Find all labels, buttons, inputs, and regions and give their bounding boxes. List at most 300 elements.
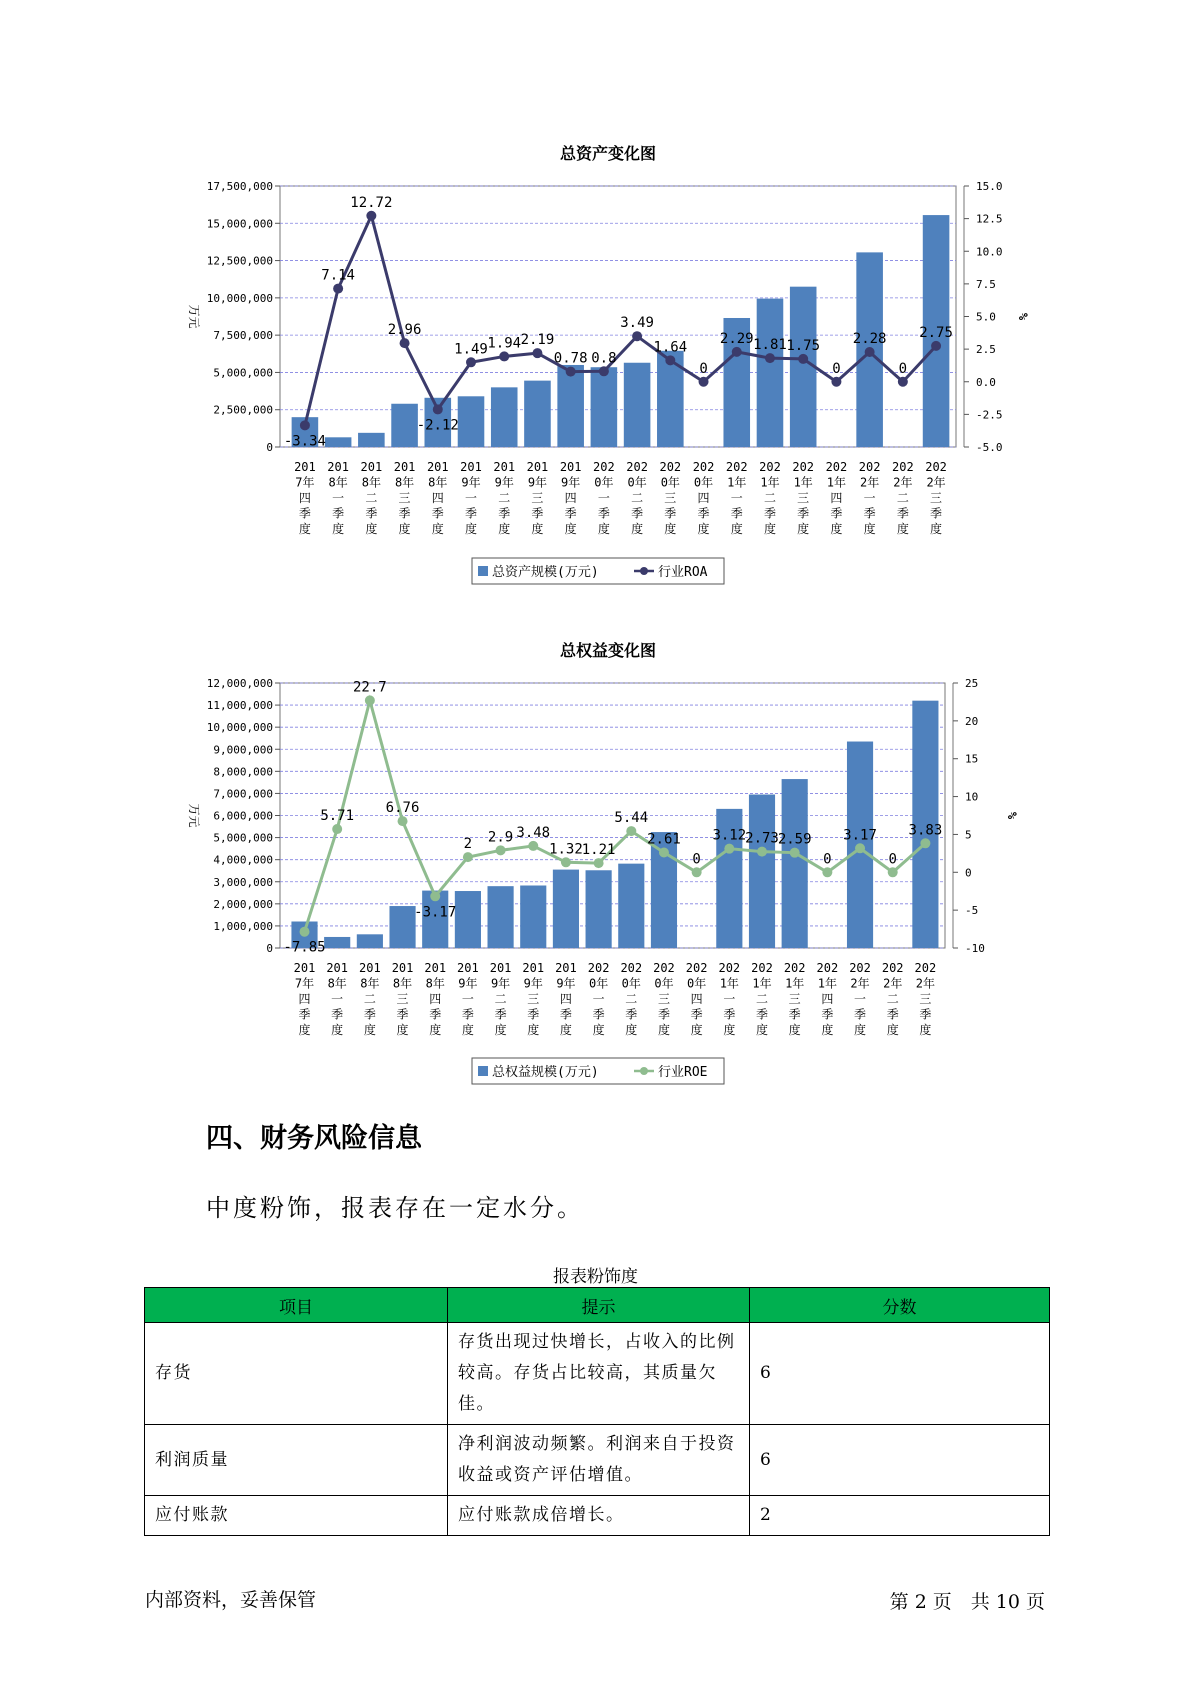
x-tick-label: 201 bbox=[293, 961, 316, 975]
x-tick-label: 度 bbox=[464, 522, 478, 536]
y-left-tick: 2,500,000 bbox=[213, 403, 273, 417]
x-tick-label: 季 bbox=[797, 506, 810, 521]
y-right-tick: 2.5 bbox=[976, 343, 996, 357]
y-right-tick: 0 bbox=[965, 866, 972, 880]
y-right-tick: 15.0 bbox=[976, 180, 1003, 193]
bar bbox=[618, 864, 644, 948]
x-tick-label: 1年 bbox=[727, 475, 747, 490]
x-tick-label: 201 bbox=[391, 961, 414, 975]
x-tick-label: 202 bbox=[593, 460, 615, 474]
x-tick-label: 8年 bbox=[394, 475, 415, 490]
footer-confidential: 内部资料，妥善保管 bbox=[145, 1589, 317, 1611]
bar bbox=[389, 906, 415, 948]
bar bbox=[488, 886, 514, 948]
x-tick-label: 度 bbox=[398, 522, 411, 536]
header-item: 项目 bbox=[145, 1288, 448, 1323]
y-right-tick: -5 bbox=[965, 904, 979, 918]
y-left-tick: 11,000,000 bbox=[206, 699, 273, 713]
y-right-tick: 0.0 bbox=[976, 375, 996, 389]
data-label: 6.76 bbox=[385, 800, 420, 817]
data-label: 0 bbox=[699, 360, 708, 377]
x-tick-label: 一 bbox=[331, 992, 344, 1006]
table-row bbox=[145, 1425, 1050, 1496]
y-left-tick: 1,000,000 bbox=[213, 919, 273, 933]
data-label: 0 bbox=[823, 851, 832, 868]
x-tick-label: 二 bbox=[763, 491, 776, 505]
data-label: 3.48 bbox=[516, 824, 551, 841]
x-tick-label: 202 bbox=[659, 460, 682, 474]
row-score: 6 bbox=[750, 1323, 1050, 1425]
data-label: 1.75 bbox=[786, 337, 821, 354]
x-tick-label: 201 bbox=[457, 961, 479, 975]
x-tick-label: 季 bbox=[863, 506, 876, 521]
y-right-tick: -10 bbox=[965, 942, 985, 955]
x-tick-label: 四 bbox=[564, 491, 577, 505]
x-tick-label: 度 bbox=[597, 522, 610, 536]
x-tick-label: 季 bbox=[531, 506, 544, 521]
x-tick-label: 季 bbox=[527, 1007, 540, 1022]
x-tick-label: 0年 bbox=[621, 976, 641, 991]
line-point bbox=[300, 927, 310, 937]
x-tick-label: 201 bbox=[359, 961, 381, 975]
x-tick-label: 一 bbox=[854, 992, 867, 1006]
line-point bbox=[496, 845, 506, 855]
x-tick-label: 0年 bbox=[588, 976, 609, 991]
data-label: 5.44 bbox=[614, 810, 649, 827]
x-tick-label: 202 bbox=[792, 460, 815, 474]
legend-label: 总资产规模(万元) bbox=[492, 565, 599, 580]
x-tick-label: 一 bbox=[597, 491, 610, 505]
data-label: 22.7 bbox=[353, 679, 387, 696]
data-label: -2.12 bbox=[416, 417, 459, 434]
header-score: 分数 bbox=[750, 1288, 1050, 1323]
data-label: 0.8 bbox=[591, 350, 617, 367]
x-tick-label: 201 bbox=[426, 460, 449, 474]
data-label: 1.94 bbox=[487, 335, 522, 352]
x-tick-label: 季 bbox=[564, 506, 577, 521]
x-tick-label: 9年 bbox=[490, 976, 511, 991]
x-tick-label: 201 bbox=[489, 961, 512, 975]
x-tick-label: 一 bbox=[723, 992, 736, 1006]
x-tick-label: 度 bbox=[788, 1023, 801, 1037]
x-tick-label: 度 bbox=[494, 1023, 507, 1037]
y-left-tick: 5,000,000 bbox=[213, 366, 273, 380]
x-tick-label: 度 bbox=[919, 1023, 932, 1037]
row-score: 2 bbox=[750, 1496, 1050, 1536]
x-tick-label: 三 bbox=[797, 491, 810, 505]
x-tick-label: 季 bbox=[365, 506, 378, 521]
y-right-label: % bbox=[1005, 811, 1019, 820]
data-label: 2.59 bbox=[777, 831, 812, 848]
x-tick-label: 二 bbox=[755, 992, 769, 1006]
x-tick-label: 9年 bbox=[461, 475, 481, 490]
x-tick-label: 度 bbox=[896, 522, 909, 536]
x-tick-label: 202 bbox=[751, 961, 773, 975]
line-point bbox=[398, 816, 408, 826]
x-tick-label: 度 bbox=[429, 1023, 442, 1037]
x-tick-label: 二 bbox=[498, 491, 511, 505]
x-tick-label: 1年 bbox=[752, 976, 772, 991]
table-row bbox=[145, 1496, 1050, 1536]
x-tick-label: 四 bbox=[298, 992, 311, 1006]
x-tick-label: 四 bbox=[821, 992, 834, 1006]
legend-marker bbox=[640, 1067, 648, 1075]
x-tick-label: 度 bbox=[331, 1023, 344, 1037]
data-label: 3.83 bbox=[908, 822, 943, 839]
data-label: 2.19 bbox=[520, 332, 555, 349]
row-item: 应付账款 bbox=[145, 1496, 448, 1536]
x-tick-label: 1年 bbox=[817, 976, 837, 991]
x-tick-label: 9年 bbox=[494, 475, 514, 490]
line-point bbox=[528, 841, 538, 851]
x-tick-label: 202 bbox=[892, 460, 914, 474]
x-tick-label: 202 bbox=[825, 460, 848, 474]
data-label: 0 bbox=[832, 360, 841, 377]
x-tick-label: 季 bbox=[755, 1007, 769, 1022]
x-tick-label: 一 bbox=[592, 992, 605, 1006]
x-tick-label: 201 bbox=[493, 460, 516, 474]
y-right-tick: 10 bbox=[965, 790, 979, 804]
line-point bbox=[594, 858, 604, 868]
y-left-tick: 12,500,000 bbox=[206, 254, 273, 268]
footer-prefix: 第 bbox=[889, 1591, 909, 1613]
y-left-tick: 4,000,000 bbox=[213, 853, 273, 867]
data-label: 3.49 bbox=[620, 315, 654, 332]
line-point bbox=[659, 848, 669, 858]
x-tick-label: 202 bbox=[692, 460, 715, 474]
x-tick-label: 2年 bbox=[926, 475, 946, 490]
x-tick-label: 2年 bbox=[883, 976, 903, 991]
x-tick-label: 季 bbox=[559, 1007, 572, 1022]
x-tick-label: 度 bbox=[821, 1023, 834, 1037]
x-tick-label: 四 bbox=[431, 491, 444, 505]
x-tick-label: 一 bbox=[461, 992, 474, 1006]
risk-table bbox=[144, 1287, 1050, 1536]
x-tick-label: 201 bbox=[294, 460, 316, 474]
x-tick-label: 度 bbox=[797, 522, 810, 536]
x-tick-label: 9年 bbox=[527, 475, 548, 490]
x-tick-label: 度 bbox=[559, 1023, 572, 1037]
table-header-row bbox=[145, 1288, 1050, 1323]
section-heading: 四、财务风险信息 bbox=[206, 1123, 422, 1154]
x-tick-label: 202 bbox=[620, 961, 643, 975]
table-caption: 报表粉饰度 bbox=[553, 1267, 638, 1287]
x-tick-label: 度 bbox=[763, 522, 776, 536]
y-left-label: 万元 bbox=[187, 803, 201, 828]
x-tick-label: 四 bbox=[697, 491, 710, 505]
x-tick-label: 度 bbox=[886, 1023, 899, 1037]
x-tick-label: 202 bbox=[925, 460, 947, 474]
footer-mid: 页 共 bbox=[932, 1591, 990, 1613]
x-tick-label: 0年 bbox=[594, 475, 614, 490]
x-tick-label: 度 bbox=[363, 1023, 376, 1037]
x-tick-label: 201 bbox=[555, 961, 577, 975]
x-tick-label: 二 bbox=[886, 992, 899, 1006]
x-tick-label: 度 bbox=[592, 1023, 605, 1037]
line-point bbox=[790, 848, 800, 858]
bar bbox=[455, 891, 481, 948]
y-left-tick: 10,000,000 bbox=[206, 291, 273, 305]
x-tick-label: 度 bbox=[332, 522, 345, 536]
x-tick-label: 季 bbox=[697, 506, 710, 521]
x-tick-label: 202 bbox=[725, 460, 748, 474]
y-left-tick: 15,000,000 bbox=[206, 217, 273, 231]
data-label: -3.17 bbox=[414, 904, 457, 921]
line-point bbox=[757, 847, 767, 857]
x-tick-label: 度 bbox=[396, 1023, 409, 1037]
x-tick-label: 三 bbox=[531, 491, 544, 505]
x-tick-label: 三 bbox=[657, 992, 670, 1006]
x-tick-label: 8年 bbox=[425, 976, 445, 991]
chart-title: 总权益变化图 bbox=[559, 641, 657, 660]
data-label: 0 bbox=[692, 851, 701, 868]
x-tick-label: 202 bbox=[858, 460, 881, 474]
x-tick-label: 季 bbox=[763, 506, 776, 521]
bar bbox=[553, 870, 579, 948]
x-tick-label: 8年 bbox=[328, 475, 348, 490]
x-tick-label: 季 bbox=[498, 506, 511, 521]
x-tick-label: 季 bbox=[431, 506, 444, 521]
x-tick-label: 202 bbox=[759, 460, 781, 474]
data-label: 0.78 bbox=[553, 350, 588, 367]
x-tick-label: 四 bbox=[298, 491, 311, 505]
data-label: 3.12 bbox=[712, 827, 747, 844]
legend-label: 总权益规模(万元) bbox=[492, 1065, 599, 1080]
x-tick-label: 季 bbox=[930, 506, 943, 521]
x-tick-label: 202 bbox=[816, 961, 839, 975]
y-left-tick: 17,500,000 bbox=[206, 180, 273, 193]
data-label: 3.17 bbox=[843, 827, 877, 844]
x-tick-label: 一 bbox=[863, 491, 876, 505]
y-left-label: 万元 bbox=[187, 304, 201, 329]
data-label: 1.81 bbox=[753, 337, 787, 354]
y-left-tick: 0 bbox=[266, 942, 273, 955]
x-tick-label: 201 bbox=[526, 460, 549, 474]
y-left-tick: 6,000,000 bbox=[213, 809, 273, 823]
x-tick-label: 度 bbox=[664, 522, 677, 536]
x-tick-label: 201 bbox=[424, 961, 447, 975]
x-tick-label: 季 bbox=[919, 1007, 932, 1022]
x-tick-label: 季 bbox=[625, 1007, 638, 1022]
x-tick-label: 一 bbox=[332, 491, 345, 505]
x-tick-label: 季 bbox=[821, 1007, 834, 1022]
y-right-tick: 10.0 bbox=[976, 245, 1003, 259]
data-label: 2.28 bbox=[852, 330, 887, 347]
x-tick-label: 季 bbox=[657, 1007, 670, 1022]
x-tick-label: 二 bbox=[625, 992, 638, 1006]
x-tick-label: 201 bbox=[522, 961, 545, 975]
line-point bbox=[626, 826, 636, 836]
x-tick-label: 季 bbox=[331, 1007, 344, 1022]
x-tick-label: 四 bbox=[690, 992, 703, 1006]
data-label: 7.14 bbox=[321, 267, 355, 284]
x-tick-label: 季 bbox=[429, 1007, 442, 1022]
x-tick-label: 季 bbox=[730, 506, 743, 521]
x-tick-label: 季 bbox=[298, 506, 311, 521]
y-left-tick: 12,000,000 bbox=[206, 677, 273, 690]
x-tick-label: 9年 bbox=[523, 976, 543, 991]
x-tick-label: 度 bbox=[298, 1023, 311, 1037]
line-point bbox=[724, 844, 734, 854]
x-tick-label: 季 bbox=[597, 506, 610, 521]
row-hint: 净利润波动频繁。利润来自于投资收益或资产评估增值。 bbox=[448, 1425, 750, 1496]
legend-label: 行业ROE bbox=[658, 1065, 708, 1080]
x-tick-label: 度 bbox=[854, 1023, 867, 1037]
y-right-tick: 12.5 bbox=[976, 212, 1003, 226]
bar bbox=[357, 934, 383, 948]
y-right-tick: 20 bbox=[965, 714, 979, 728]
x-tick-label: 9年 bbox=[561, 475, 581, 490]
data-label: -3.34 bbox=[283, 433, 326, 450]
x-tick-label: 202 bbox=[881, 961, 904, 975]
x-tick-label: 度 bbox=[498, 522, 511, 536]
footer-total: 10 bbox=[995, 1591, 1020, 1613]
x-tick-label: 季 bbox=[396, 1007, 409, 1022]
x-tick-label: 二 bbox=[363, 992, 376, 1006]
x-tick-label: 201 bbox=[559, 460, 582, 474]
x-tick-label: 1年 bbox=[793, 475, 813, 490]
x-tick-label: 0年 bbox=[660, 475, 680, 490]
x-tick-label: 0年 bbox=[687, 976, 707, 991]
x-tick-label: 8年 bbox=[327, 976, 347, 991]
y-left-tick: 7,000,000 bbox=[213, 787, 273, 801]
x-tick-label: 度 bbox=[625, 1023, 638, 1037]
x-tick-label: 度 bbox=[298, 522, 311, 536]
row-score: 6 bbox=[750, 1425, 1050, 1496]
x-tick-label: 二 bbox=[631, 491, 644, 505]
x-tick-label: 季 bbox=[723, 1007, 736, 1022]
x-tick-label: 7年 bbox=[295, 475, 315, 490]
y-left-tick: 5,000,000 bbox=[213, 831, 273, 845]
x-tick-label: 度 bbox=[431, 522, 444, 536]
y-right-tick: 7.5 bbox=[976, 277, 996, 291]
bar bbox=[520, 886, 546, 948]
x-tick-label: 季 bbox=[896, 506, 909, 521]
x-tick-label: 三 bbox=[396, 992, 409, 1006]
x-tick-label: 度 bbox=[830, 522, 843, 536]
x-tick-label: 9年 bbox=[556, 976, 576, 991]
x-tick-label: 2年 bbox=[850, 976, 870, 991]
x-tick-label: 季 bbox=[592, 1007, 605, 1022]
x-tick-label: 8年 bbox=[361, 475, 381, 490]
x-tick-label: 2年 bbox=[860, 475, 880, 490]
x-tick-label: 1年 bbox=[719, 976, 739, 991]
x-tick-label: 度 bbox=[461, 1023, 474, 1037]
bar bbox=[586, 870, 612, 948]
x-tick-label: 度 bbox=[531, 522, 544, 536]
data-label: 12.72 bbox=[350, 194, 393, 211]
footer-suffix: 页 bbox=[1025, 1591, 1045, 1613]
data-label: 1.21 bbox=[581, 842, 616, 859]
data-label: 2.73 bbox=[745, 830, 779, 847]
x-tick-label: 2年 bbox=[893, 475, 913, 490]
x-tick-label: 度 bbox=[657, 1023, 670, 1037]
x-tick-label: 8年 bbox=[360, 976, 380, 991]
x-tick-label: 二 bbox=[365, 491, 378, 505]
x-tick-label: 季 bbox=[363, 1007, 376, 1022]
x-tick-label: 三 bbox=[527, 992, 540, 1006]
y-right-tick: 5 bbox=[965, 828, 972, 842]
y-left-tick: 7,500,000 bbox=[213, 329, 273, 343]
x-tick-label: 季 bbox=[464, 506, 478, 521]
y-left-tick: 2,000,000 bbox=[213, 897, 273, 911]
data-label: 0 bbox=[888, 851, 897, 868]
x-tick-label: 度 bbox=[564, 522, 577, 536]
x-tick-label: 三 bbox=[788, 992, 801, 1006]
data-label: 2 bbox=[463, 836, 473, 853]
x-tick-label: 季 bbox=[298, 1007, 311, 1022]
x-tick-label: 1年 bbox=[785, 976, 805, 991]
line-point bbox=[888, 867, 898, 877]
y-right-tick: -5.0 bbox=[976, 441, 1003, 454]
x-tick-label: 202 bbox=[587, 961, 610, 975]
x-tick-label: 一 bbox=[464, 491, 478, 505]
x-tick-label: 季 bbox=[664, 506, 677, 521]
y-left-tick: 3,000,000 bbox=[213, 875, 273, 889]
header-hint: 提示 bbox=[448, 1288, 750, 1323]
x-tick-label: 202 bbox=[685, 961, 708, 975]
x-tick-label: 7年 bbox=[294, 976, 315, 991]
data-label: 2.9 bbox=[487, 829, 514, 846]
line-point bbox=[920, 838, 930, 848]
x-tick-label: 201 bbox=[393, 460, 416, 474]
line-point bbox=[430, 891, 440, 901]
line-point bbox=[692, 867, 702, 877]
x-tick-label: 1年 bbox=[826, 475, 847, 490]
x-tick-label: 二 bbox=[896, 491, 909, 505]
line-point bbox=[332, 824, 342, 834]
line-point bbox=[463, 852, 473, 862]
x-tick-label: 二 bbox=[494, 992, 507, 1006]
x-tick-label: 季 bbox=[332, 506, 345, 521]
legend-bar-swatch bbox=[478, 1066, 488, 1076]
x-tick-label: 度 bbox=[527, 1023, 540, 1037]
y-right-tick: -2.5 bbox=[976, 408, 1003, 422]
y-right-label: % bbox=[1016, 312, 1030, 321]
x-tick-label: 1年 bbox=[760, 475, 780, 490]
x-tick-label: 度 bbox=[930, 522, 943, 536]
data-label: 5.71 bbox=[320, 808, 355, 825]
line-point bbox=[365, 695, 375, 705]
y-left-tick: 10,000,000 bbox=[206, 721, 273, 735]
x-tick-label: 季 bbox=[690, 1007, 703, 1022]
x-tick-label: 季 bbox=[461, 1007, 474, 1022]
data-label: 2.96 bbox=[387, 322, 422, 339]
x-tick-label: 季 bbox=[854, 1007, 867, 1022]
data-label: 2.29 bbox=[719, 330, 754, 347]
row-item: 利润质量 bbox=[145, 1425, 448, 1496]
y-left-tick: 8,000,000 bbox=[213, 765, 273, 779]
x-tick-label: 202 bbox=[849, 961, 871, 975]
x-tick-label: 三 bbox=[919, 992, 932, 1006]
x-tick-label: 季 bbox=[494, 1007, 507, 1022]
x-tick-label: 201 bbox=[327, 460, 349, 474]
x-tick-label: 202 bbox=[626, 460, 648, 474]
data-label: 1.64 bbox=[653, 339, 688, 356]
x-tick-label: 201 bbox=[326, 961, 349, 975]
line-point bbox=[561, 857, 571, 867]
x-tick-label: 度 bbox=[755, 1023, 769, 1037]
x-tick-label: 202 bbox=[783, 961, 806, 975]
x-tick-label: 度 bbox=[730, 522, 743, 536]
legend-label: 行业ROA bbox=[658, 565, 708, 580]
x-tick-label: 季 bbox=[886, 1007, 899, 1022]
x-tick-label: 三 bbox=[398, 491, 411, 505]
x-tick-label: 度 bbox=[690, 1023, 703, 1037]
x-tick-label: 度 bbox=[723, 1023, 736, 1037]
bar bbox=[324, 937, 350, 948]
x-tick-label: 三 bbox=[930, 491, 943, 505]
